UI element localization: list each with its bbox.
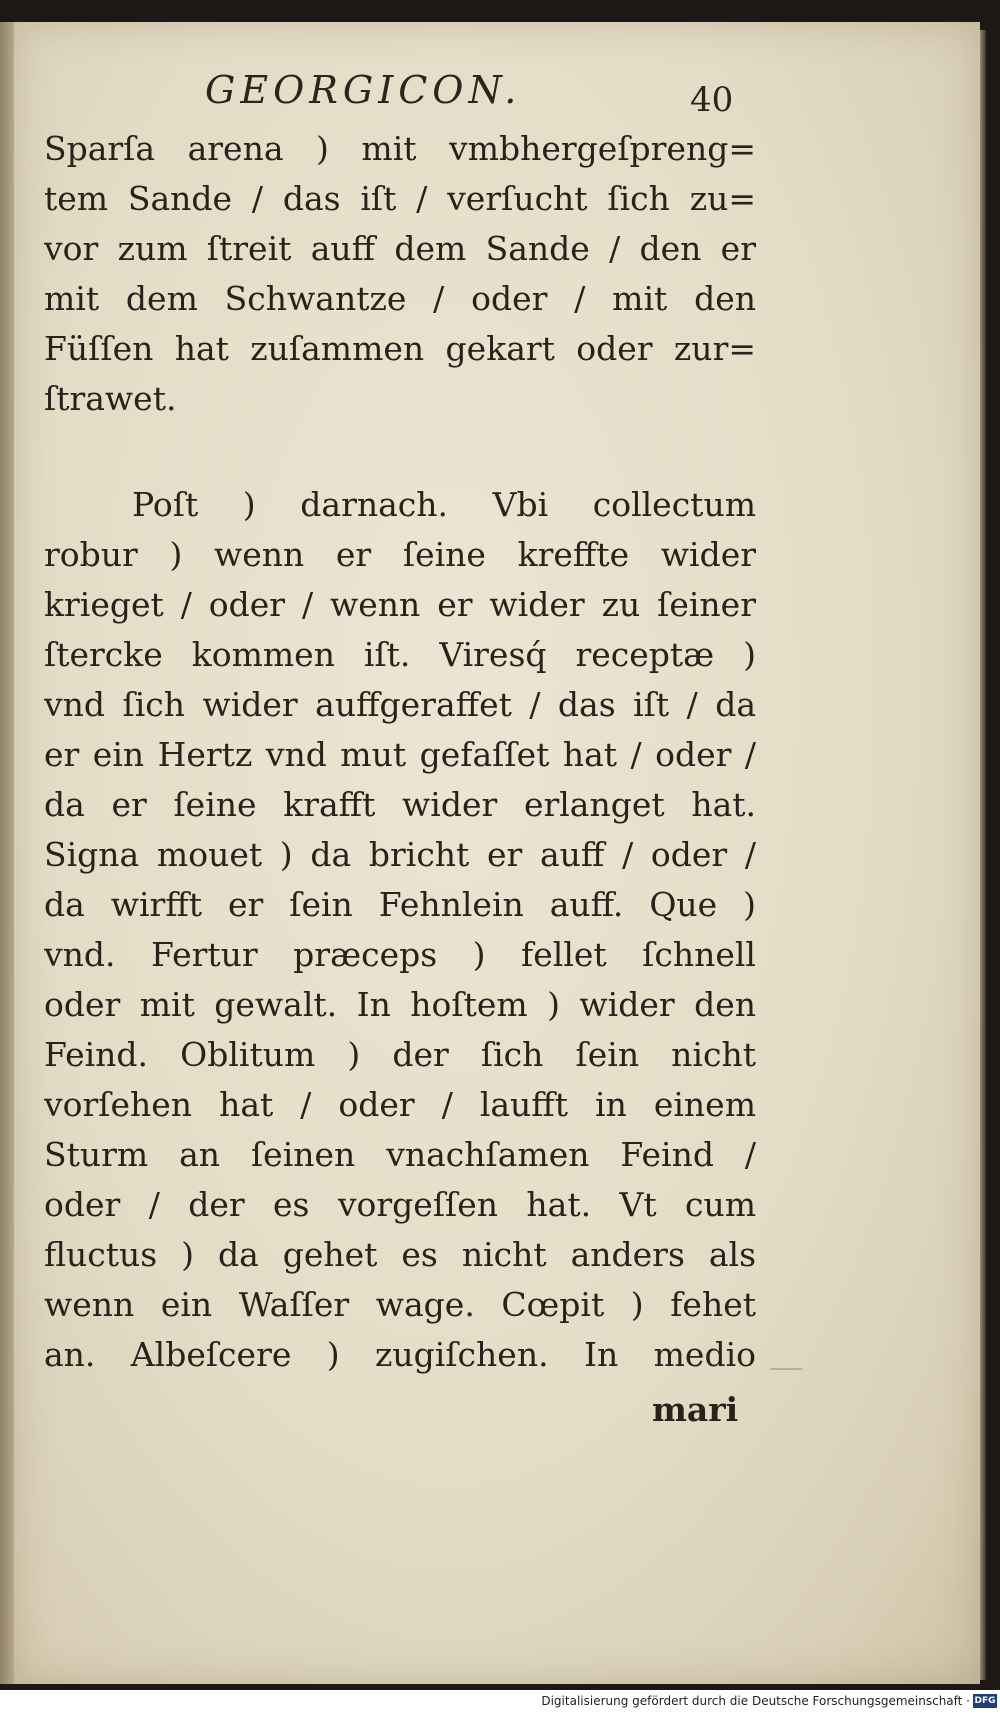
text-line: fluctus ) da gehet es nicht anders als bbox=[44, 1235, 756, 1274]
text-line: Sturm an ſeinen vnachſamen Feind / bbox=[44, 1135, 756, 1174]
text-line: mit dem Schwantze / oder / mit den bbox=[44, 279, 756, 318]
text-line: krieget / oder / wenn er wider zu ſeiner bbox=[44, 585, 756, 624]
text-line: vorſehen hat / oder / laufft in einem bbox=[44, 1085, 756, 1124]
text-line: vnd ſich wider auffgeraffet / das iſt / da bbox=[44, 685, 756, 724]
text-line: er ein Hertz vnd mut gefaſſet hat / oder / bbox=[44, 735, 756, 774]
text-line: oder / der es vorgeſſen hat. Vt cum bbox=[44, 1185, 756, 1224]
page-number: 40 bbox=[690, 80, 734, 120]
text-line: robur ) wenn er ſeine kreffte wider bbox=[44, 535, 756, 574]
text-line: Feind. Oblitum ) der ſich ſein nicht bbox=[44, 1035, 756, 1074]
text-line: oder mit gewalt. In hoſtem ) wider den bbox=[44, 985, 756, 1024]
text-line: da wirfft er ſein Fehnlein auff. Que ) bbox=[44, 885, 756, 924]
text-line: vnd. Fertur præceps ) fellet ſchnell bbox=[44, 935, 756, 974]
running-head: GEORGICON. bbox=[205, 68, 522, 112]
text-line: tem Sande / das iſt / verſucht ſich zu= bbox=[44, 179, 756, 218]
paragraph-1 bbox=[44, 124, 756, 424]
text-block bbox=[44, 124, 756, 1380]
paragraph-gap bbox=[44, 424, 756, 480]
text-line: da er ſeine krafft wider erlanget hat. bbox=[44, 785, 756, 824]
text-line: vor zum ſtreit auff dem Sande / den er bbox=[44, 229, 756, 268]
catchword: mari bbox=[652, 1390, 739, 1429]
text-line: Sparſa arena ) mit vmbhergeſpreng= bbox=[44, 129, 756, 168]
text-line: an. Albeſcere ) zugiſchen. In medio bbox=[44, 1335, 756, 1374]
dfg-logo-icon: DFG bbox=[974, 1696, 996, 1706]
paragraph-2 bbox=[44, 480, 756, 1380]
text-line: ſtrawet. bbox=[44, 379, 177, 418]
text-line: Signa mouet ) da bricht er auff / oder / bbox=[44, 835, 756, 874]
margin-mark bbox=[770, 1368, 802, 1370]
text-line: Poſt ) darnach. Vbi collectum bbox=[132, 485, 756, 524]
text-line: wenn ein Waſſer wage. Cœpit ) fehet bbox=[44, 1285, 756, 1324]
text-line: ſtercke kommen iſt. Viresq́ receptæ ) bbox=[44, 635, 756, 674]
text-line: Füſſen hat zuſammen gekart oder zur= bbox=[44, 329, 756, 368]
funding-credit: Digitalisierung gefördert durch die Deutsche Forschungsgemeinschaft · bbox=[541, 1694, 970, 1708]
digitization-footer bbox=[0, 1690, 1000, 1715]
